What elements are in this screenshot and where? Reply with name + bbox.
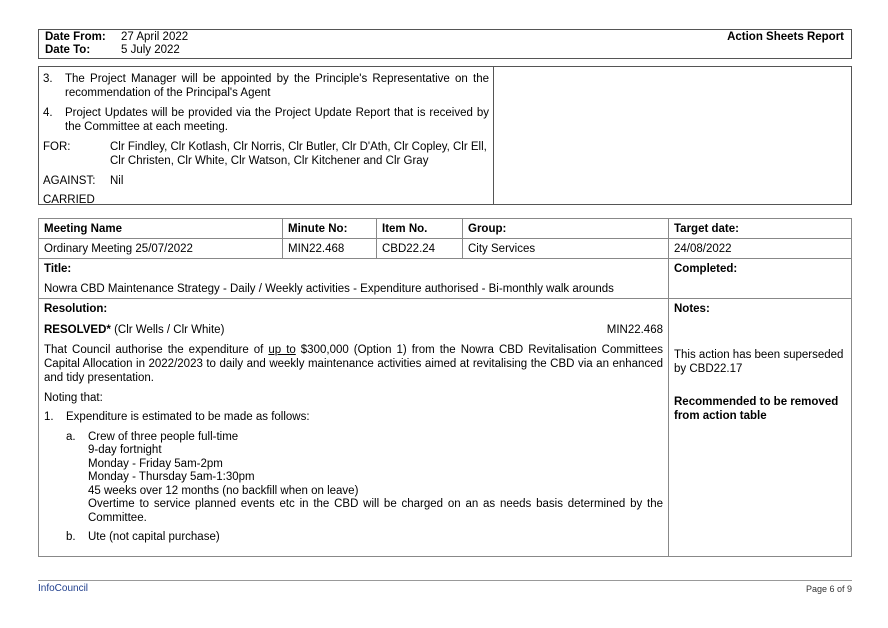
- footer-rule: [38, 580, 852, 581]
- completed-label: Completed:: [669, 259, 852, 299]
- group-header: Group:: [463, 219, 669, 239]
- meeting-name-value: Ordinary Meeting 25/07/2022: [39, 239, 283, 259]
- carried-label: CARRIED: [43, 194, 95, 206]
- date-from-label: Date From:: [45, 31, 106, 43]
- action-table: [38, 218, 852, 557]
- resolution-line: [44, 323, 663, 337]
- date-from-value: 27 April 2022: [121, 31, 189, 43]
- minute-no-header: Minute No:: [283, 219, 377, 239]
- resolution-minute-no: MIN22.468: [606, 324, 663, 336]
- date-to-value: 5 July 2022: [121, 44, 180, 56]
- note-superseded: This action has been superseded by CBD22.17: [674, 349, 844, 375]
- list-item: 3. The Project Manager will be appointed by the Principle's Representative on the recommendation of the Principal's Agent: [43, 73, 489, 99]
- column-divider: [493, 67, 494, 204]
- list-item: 4. Project Updates will be provided via the Project Update Report that is received by the Committee at each meeting.: [43, 107, 489, 133]
- sub-item-a: a. Crew of three people full-time 9-day fortnight Monday - Friday 5am-2pm Monday - Thursday 5am-1:30pm 45 weeks over 12 months (no backfill when on leave) Overtime to service planned events etc in the CBD will be charged on an as needs basis determined by the Committee.: [66, 430, 663, 524]
- report-header: [38, 29, 852, 59]
- noting-label: Noting that:: [44, 392, 103, 404]
- title-cell: [39, 259, 669, 299]
- group-value: City Services: [463, 239, 669, 259]
- vote-against: AGAINST: Nil: [43, 175, 124, 187]
- page-number: Page 6 of 9: [805, 584, 852, 594]
- action-title: Nowra CBD Maintenance Strategy - Daily / Weekly activities - Expenditure authorised - Bi-monthly walk arounds: [44, 283, 614, 295]
- item-no-header: Item No.: [377, 219, 463, 239]
- resolution-paragraph: That Council authorise the expenditure of up to $300,000 (Option 1) from the Nowra CBD Revitalisation Committees Capital Allocation in 2022/2023 to daily and weekly maintenance activities aimed at revitalising the CBD via an enhanced and tidy presentation.: [44, 344, 663, 384]
- item-no-value: CBD22.24: [377, 239, 463, 259]
- resolution-label: Resolution:: [44, 303, 108, 315]
- title-label: Title:: [44, 263, 72, 275]
- minute-no-value: MIN22.468: [283, 239, 377, 259]
- note-recommendation: Recommended to be removed from action table: [674, 396, 839, 422]
- notes-label: Notes:: [674, 303, 710, 315]
- list-item: 1. Expenditure is estimated to be made as follows:: [44, 411, 310, 423]
- sub-item-b: b. Ute (not capital purchase): [66, 531, 220, 543]
- footer-brand: InfoCouncil: [38, 583, 89, 594]
- previous-resolution-text: [43, 72, 489, 206]
- target-date-value: 24/08/2022: [669, 239, 852, 259]
- resolution-cell: [39, 299, 669, 557]
- target-date-header: Target date:: [669, 219, 852, 239]
- meeting-name-header: Meeting Name: [39, 219, 283, 239]
- vote-for: FOR: Clr Findley, Clr Kotlash, Clr Norris, Clr Butler, Clr D'Ath, Clr Copley, Clr Ell, Clr Christen, Clr White, Clr Watson, Clr Kitchener and Clr Gray: [43, 141, 487, 167]
- resolved-label: RESOLVED*: [44, 324, 111, 336]
- date-to-label: Date To:: [45, 44, 91, 56]
- previous-action-continuation: [38, 66, 852, 205]
- notes-cell: [669, 299, 852, 557]
- report-title: Action Sheets Report: [727, 31, 844, 43]
- movers: (Clr Wells / Clr White): [110, 324, 225, 336]
